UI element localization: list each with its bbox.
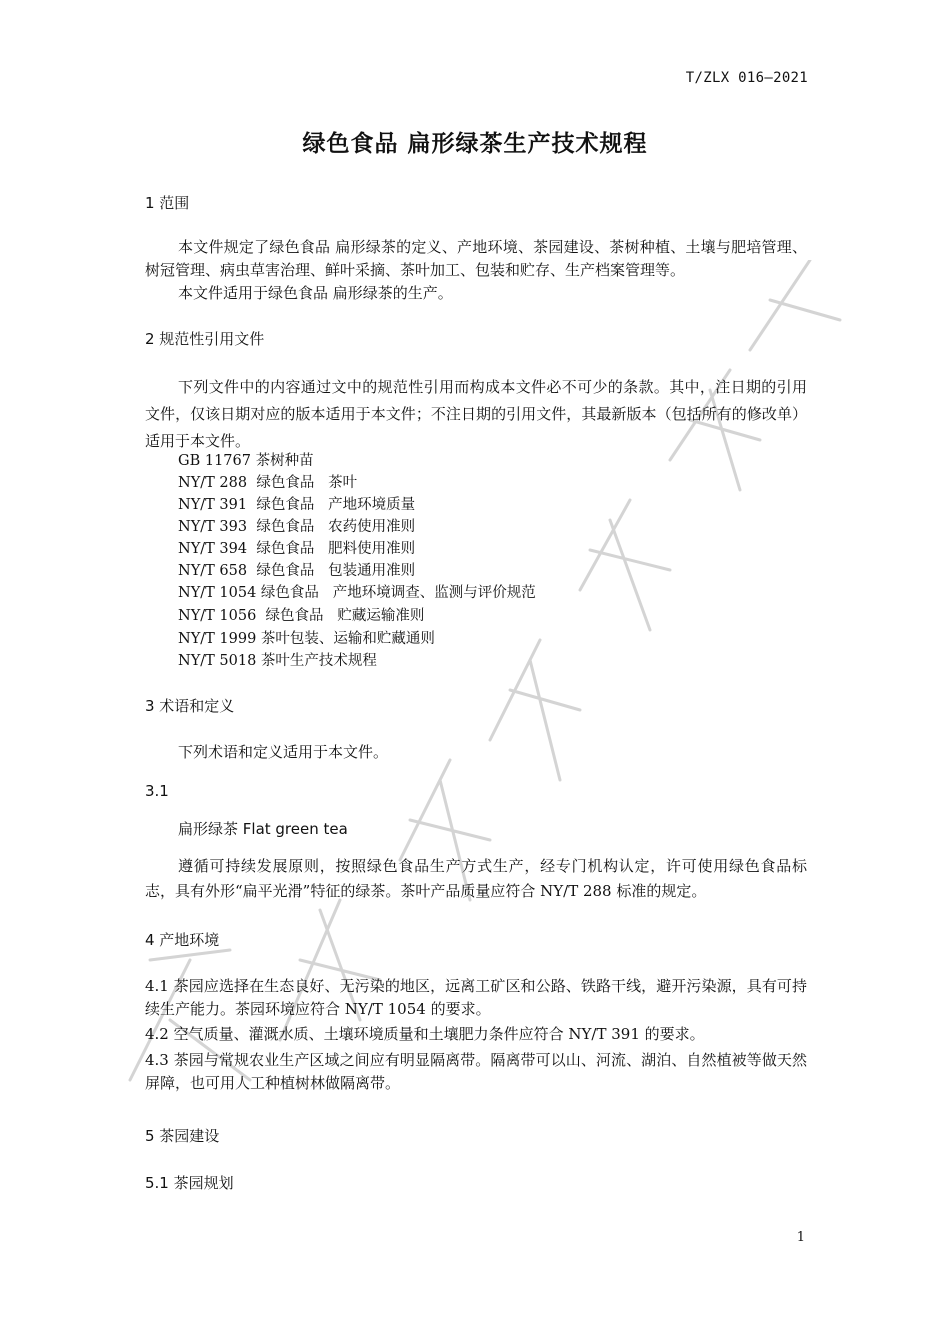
reference-item: NY/T 288 绿色食品 茶叶 (178, 475, 358, 491)
subsection-number: 3.1 (145, 782, 169, 800)
reference-item: NY/T 394 绿色食品 肥料使用准则 (178, 541, 416, 557)
paragraph: 本文件规定了绿色食品 扁形绿茶的定义、产地环境、茶园建设、茶树种植、土壤与肥培管理、树冠管理、病虫草害治理、鲜叶采摘、茶叶加工、包装和贮存、生产档案管理等。 (145, 238, 807, 279)
paragraph: 下列文件中的内容通过文中的规范性引用而构成本文件必不可少的条款。其中，注日期的引用文件，仅该日期对应的版本适用于本文件；不注日期的引用文件，其最新版本（包括所有的修改单）适用于本文件。 (145, 378, 807, 450)
page-number: 1 (796, 1230, 805, 1245)
clause: 4.3 茶园与常规农业生产区域之间应有明显隔离带。隔离带可以山、河流、湖泊、自然植被等做天然屏障，也可用人工种植树林做隔离带。 (145, 1051, 807, 1092)
reference-item: GB 11767 茶树种苗 (178, 453, 314, 469)
section-heading: 5 茶园建设 (145, 1127, 220, 1145)
section-heading: 4 产地环境 (145, 931, 220, 949)
paragraph: 遵循可持续发展原则，按照绿色食品生产方式生产，经专门机构认定，许可使用绿色食品标志，具有外形“扁平光滑”特征的绿茶。茶叶产品质量应符合 NY/T 288 标准的规定。 (145, 857, 807, 900)
paragraph: 本文件适用于绿色食品 扁形绿茶的生产。 (178, 284, 453, 302)
reference-item: NY/T 393 绿色食品 农药使用准则 (178, 519, 416, 535)
document-title: 绿色食品 扁形绿茶生产技术规程 (302, 131, 648, 157)
paragraph: 下列术语和定义适用于本文件。 (178, 743, 389, 761)
term-heading: 扁形绿茶 Flat green tea (178, 820, 348, 838)
reference-item: NY/T 5018 茶叶生产技术规程 (178, 653, 377, 669)
clause: 4.2 空气质量、灌溉水质、土壤环境质量和土壤肥力条件应符合 NY/T 391 的要求。 (145, 1025, 705, 1043)
reference-item: NY/T 1999 茶叶包装、运输和贮藏通则 (178, 631, 435, 647)
reference-item: NY/T 658 绿色食品 包装通用准则 (178, 563, 416, 579)
reference-item: NY/T 391 绿色食品 产地环境质量 (178, 497, 416, 513)
reference-item: NY/T 1056 绿色食品 贮藏运输准则 (178, 608, 425, 624)
reference-item: NY/T 1054 绿色食品 产地环境调查、监测与评价规范 (178, 585, 536, 601)
clause: 4.1 茶园应选择在生态良好、无污染的地区，远离工矿区和公路、铁路干线，避开污染源，具有可持续生产能力。茶园环境应符合 NY/T 1054 的要求。 (145, 977, 807, 1018)
subsection-heading: 5.1 茶园规划 (145, 1174, 234, 1192)
document-code: T/ZLX 016—2021 (685, 70, 808, 86)
section-heading: 3 术语和定义 (145, 697, 235, 715)
section-heading: 2 规范性引用文件 (145, 330, 265, 348)
section-heading: 1 范围 (145, 194, 190, 212)
